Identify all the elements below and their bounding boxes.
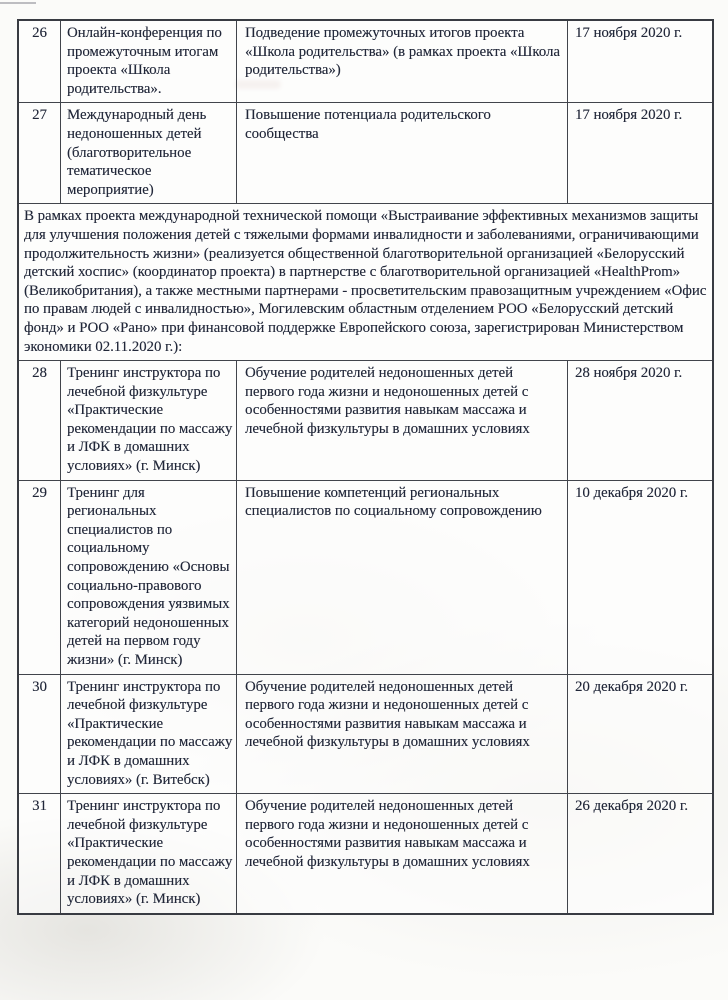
cell-date: 17 ноября 2020 г. xyxy=(567,103,712,203)
cell-row-number: 31 xyxy=(32,798,47,815)
cell-date: 10 декабря 2020 г. xyxy=(567,481,712,674)
cell-description: Обучение родителей недоношенных детей первого года жизни и недоношенных детей с особенностями развития навыкам массажа и лечебной физкультуры в домашних условиях xyxy=(236,675,567,794)
cell-description: Повышение потенциала родительского сообщества xyxy=(236,103,567,203)
cell-description: Подведение промежуточных итогов проекта «Школа родительства» (в рамках проекта «Школа родительства») xyxy=(236,21,567,102)
cell-event-name: Тренинг для региональных специалистов по социальному сопровождению «Основы социально-правового сопровождения уязвимых категорий недоношенных детей на первом году жизни» (г. Минск) xyxy=(60,481,236,674)
scan-artifact-line xyxy=(0,2,36,4)
cell-date: 26 декабря 2020 г. xyxy=(567,794,712,913)
cell-date: 20 декабря 2020 г. xyxy=(567,675,712,794)
table-row xyxy=(19,793,712,913)
table-row xyxy=(19,102,712,203)
cell-description: Повышение компетенций региональных специалистов по социальному сопровождению xyxy=(236,481,567,674)
cell-date: 28 ноября 2020 г. xyxy=(567,361,712,480)
cell-row-number: 28 xyxy=(32,365,47,382)
cell-date: 17 ноября 2020 г. xyxy=(567,21,712,102)
table-section-row xyxy=(19,203,712,360)
table-row xyxy=(19,21,712,102)
table-row xyxy=(19,360,712,480)
cell-description: Обучение родителей недоношенных детей первого года жизни и недоношенных детей с особенностями развития навыкам массажа и лечебной физкультуры в домашних условиях xyxy=(236,794,567,913)
cell-event-name: Международный день недоношенных детей (благотворительное тематическое мероприятие) xyxy=(60,103,236,203)
cell-event-name: Тренинг инструктора по лечебной физкультуре «Практические рекомендации по массажу и ЛФК в домашних условиях» (г. Витебск) xyxy=(60,675,236,794)
cell-event-name: Тренинг инструктора по лечебной физкультуре «Практические рекомендации по массажу и ЛФК в домашних условиях» (г. Минск) xyxy=(60,361,236,480)
events-schedule-table xyxy=(17,19,714,915)
cell-row-number: 29 xyxy=(32,484,47,501)
cell-description: Обучение родителей недоношенных детей первого года жизни и недоношенных детей с особенностями развития навыкам массажа и лечебной физкультуры в домашних условиях xyxy=(236,361,567,480)
cell-event-name: Тренинг инструктора по лечебной физкультуре «Практические рекомендации по массажу и ЛФК в домашних условиях» (г. Минск) xyxy=(60,794,236,913)
cell-row-number: 30 xyxy=(32,678,47,695)
project-note-text: В рамках проекта международной технической помощи «Выстраивание эффективных механизмов защиты для улучшения положения детей с тяжелыми формами инвалидности и заболеваниями, ограничивающими продолжительность жизни» (реализуется общественной благотворительной организацией «Белорусский детский хоспис» (координатор проекта) в партнерстве с благотворительной организацией «HealthProm» (Великобритания), а также местными партнерами - просветительским правозащитным учреждением «Офис по правам людей с инвалидностью», Могилевским областным отделением РОО «Белорусский детский фонд» и РОО «Рано» при финансовой поддержке Европейского союза, зарегистрирован Министерством экономики 02.11.2020 г.): xyxy=(24,208,707,355)
cell-row-number: 27 xyxy=(32,107,47,124)
cell-row-number: 26 xyxy=(32,25,47,41)
table-row xyxy=(19,674,712,794)
table-row xyxy=(19,480,712,674)
cell-event-name: Онлайн-конференция по промежуточным итогам проекта «Школа родительства». xyxy=(60,21,236,102)
